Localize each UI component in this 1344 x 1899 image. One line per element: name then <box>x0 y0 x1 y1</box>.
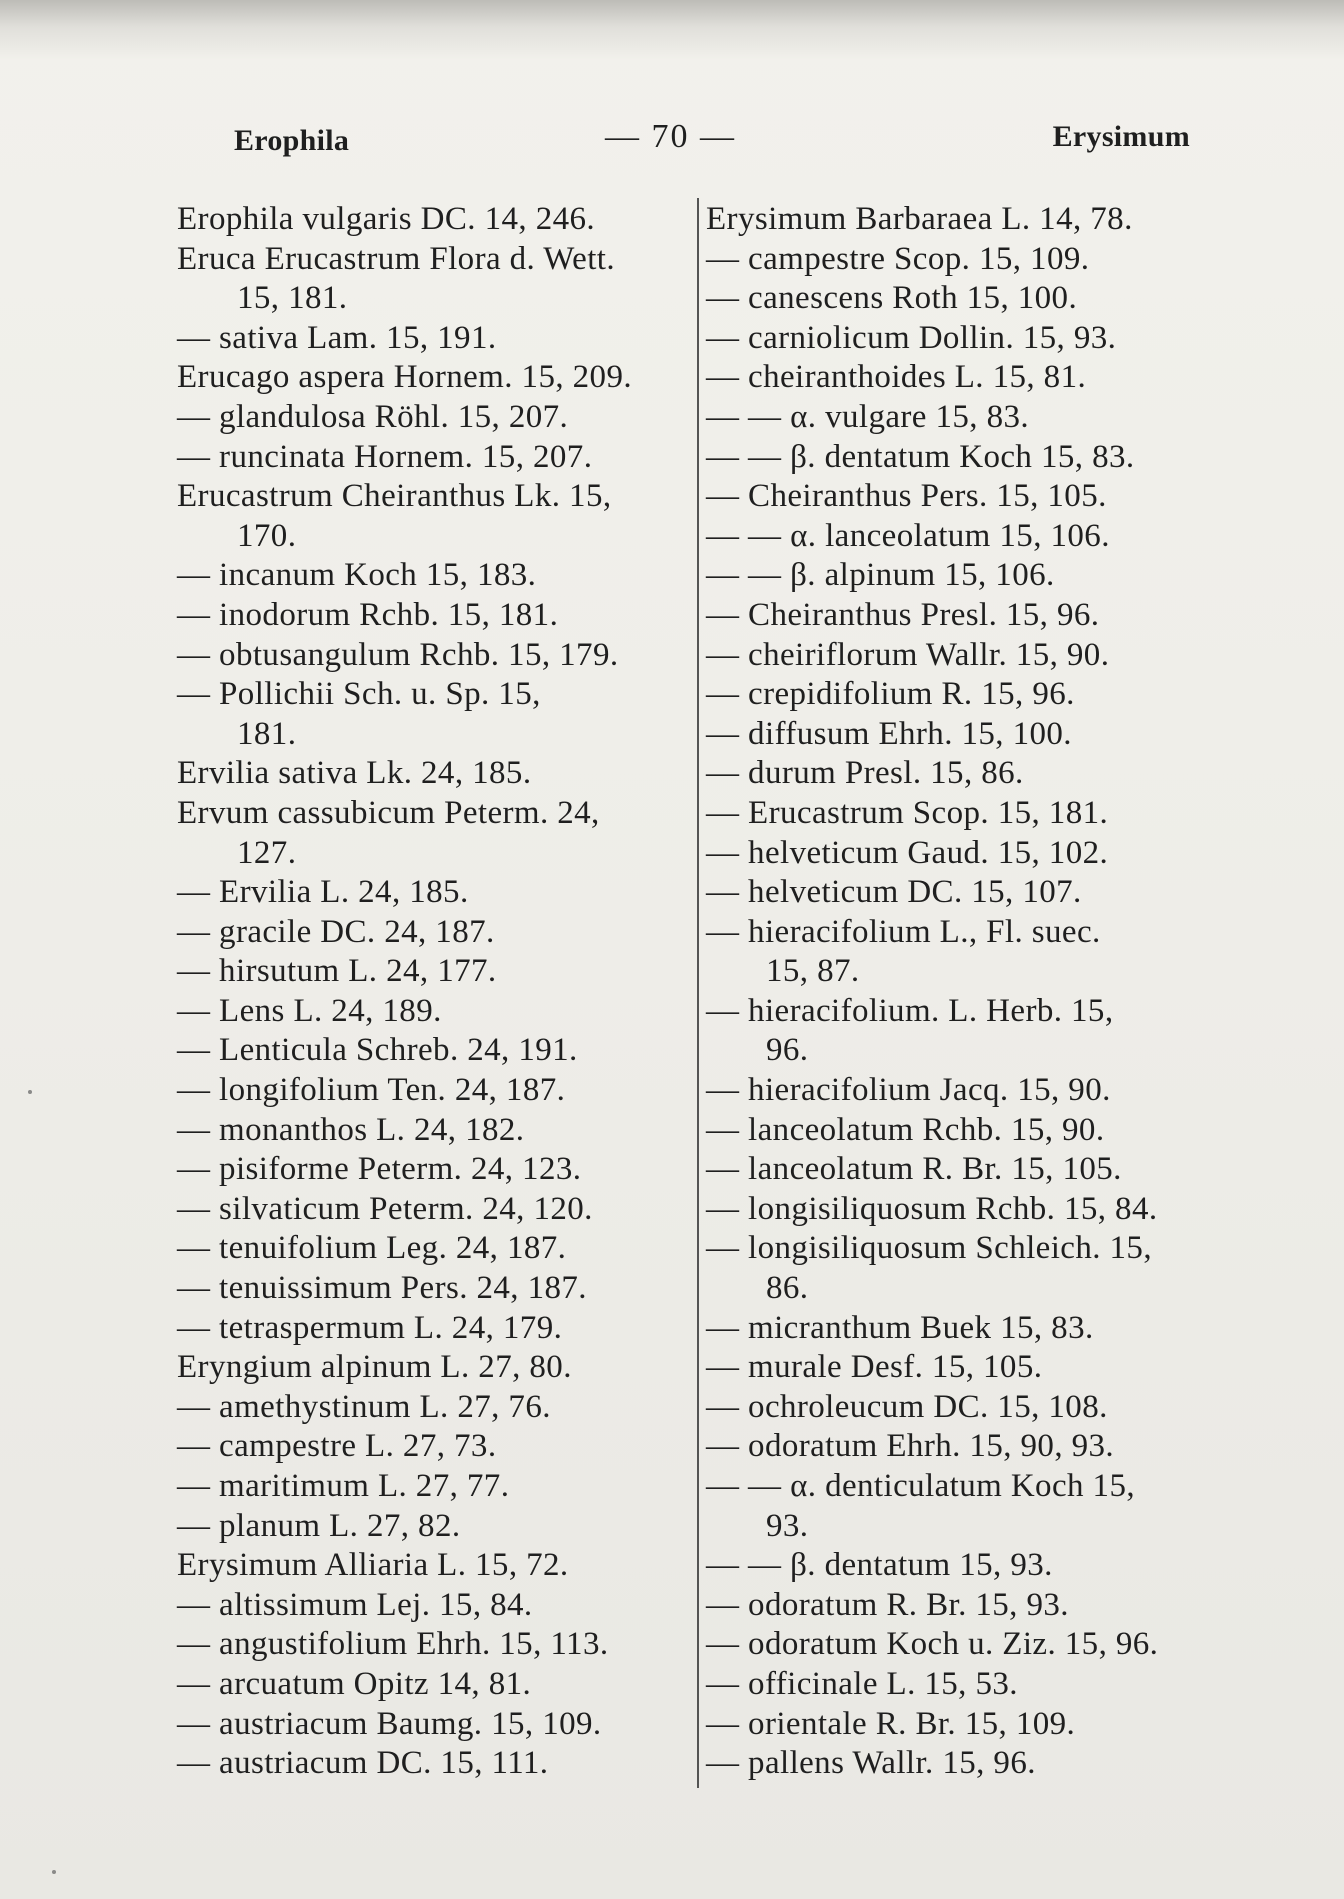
index-entry <box>706 438 1276 478</box>
index-entry-text: — Lens L. 24, 189. <box>177 992 442 1029</box>
column-divider <box>697 198 699 1788</box>
index-entry-text: — ochroleucum DC. 15, 108. <box>706 1388 1108 1425</box>
index-entry-text: — diffusum Ehrh. 15, 100. <box>706 715 1072 752</box>
index-entry-text: — murale Desf. 15, 105. <box>706 1349 1043 1386</box>
index-entry <box>177 1071 697 1111</box>
index-entry <box>177 1150 697 1190</box>
index-entry <box>177 636 697 676</box>
index-entry <box>706 1744 1276 1784</box>
index-entry-text: — — α. denticulatum Koch 15, <box>706 1468 1136 1504</box>
index-entry <box>177 1427 697 1467</box>
index-entry <box>706 754 1276 794</box>
index-entry <box>706 794 1276 834</box>
index-entry-continuation: 15, 181. <box>237 280 348 317</box>
index-entry-continuation: 181. <box>237 715 297 752</box>
index-entry <box>177 1031 697 1071</box>
index-entry-text: — hirsutum L. 24, 177. <box>177 953 497 990</box>
index-entry-text: — officinale L. 15, 53. <box>706 1665 1018 1702</box>
index-entry-text: — carniolicum Dollin. 15, 93. <box>706 319 1117 356</box>
index-entry <box>706 992 1276 1071</box>
index-entry <box>177 913 697 953</box>
index-entry-text: — crepidifolium R. 15, 96. <box>706 676 1075 713</box>
index-entry-text: — — α. vulgare 15, 83. <box>706 398 1030 435</box>
index-entry <box>177 952 697 992</box>
index-entry-text: — micranthum Buek 15, 83. <box>706 1309 1094 1346</box>
index-entry <box>177 556 697 596</box>
index-entry-text: — cheiranthoides L. 15, 81. <box>706 359 1087 396</box>
index-entry-text: — silvaticum Peterm. 24, 120. <box>177 1190 593 1227</box>
index-entry-text: — longisiliquosum Rchb. 15, 84. <box>706 1190 1158 1227</box>
scan-shadow <box>0 0 1344 60</box>
index-entry-text: Erophila vulgaris DC. 14, 246. <box>177 201 596 237</box>
running-header <box>220 118 1190 158</box>
index-entry-text: — hieracifolium. L. Herb. 15, <box>706 992 1114 1029</box>
index-entry-text: — tetraspermum L. 24, 179. <box>177 1309 563 1346</box>
index-entry-text: — planum L. 27, 82. <box>177 1507 461 1544</box>
index-entry-text: — helveticum DC. 15, 107. <box>706 874 1082 911</box>
index-entry <box>177 358 697 398</box>
index-entry-text: — pallens Wallr. 15, 96. <box>706 1745 1036 1782</box>
index-entry <box>706 1546 1276 1586</box>
index-entry <box>706 319 1276 359</box>
index-entry-text: — runcinata Hornem. 15, 207. <box>177 438 593 475</box>
index-entry-continuation: 93. <box>766 1507 809 1544</box>
index-entry-text: — pisiforme Peterm. 24, 123. <box>177 1151 582 1188</box>
index-entry <box>177 754 697 794</box>
index-entry <box>177 873 697 913</box>
index-entry <box>177 240 697 319</box>
index-entry <box>706 1427 1276 1467</box>
index-entry <box>706 556 1276 596</box>
index-entry <box>177 1665 697 1705</box>
index-entry <box>177 1625 697 1665</box>
index-entry <box>177 1111 697 1151</box>
index-entry-text: — lanceolatum R. Br. 15, 105. <box>706 1151 1122 1188</box>
index-entry-text: — lanceolatum Rchb. 15, 90. <box>706 1111 1105 1148</box>
index-entry <box>177 596 697 636</box>
index-entry <box>177 1705 697 1745</box>
index-entry-text: — — α. lanceolatum 15, 106. <box>706 517 1110 554</box>
index-entry-text: Erucastrum Cheiranthus Lk. 15, <box>177 478 612 515</box>
index-entry <box>177 1309 697 1349</box>
index-entry-text: — — β. dentatum Koch 15, 83. <box>706 438 1135 475</box>
index-entry-text: — Lenticula Schreb. 24, 191. <box>177 1032 578 1069</box>
index-entry-text: — odoratum R. Br. 15, 93. <box>706 1586 1069 1623</box>
index-entry <box>177 1467 697 1507</box>
index-entry <box>706 1665 1276 1705</box>
index-entry <box>706 1229 1276 1308</box>
index-entry-text: Erucago aspera Hornem. 15, 209. <box>177 359 632 396</box>
index-entry-text: — tenuissimum Pers. 24, 187. <box>177 1270 587 1307</box>
index-entry <box>706 1071 1276 1111</box>
index-entry-text: — Cheiranthus Presl. 15, 96. <box>706 596 1100 633</box>
index-entry <box>706 1586 1276 1626</box>
index-entry <box>177 1546 697 1586</box>
index-entry-text: — glandulosa Röhl. 15, 207. <box>177 398 569 435</box>
index-entry-text: Ervilia sativa Lk. 24, 185. <box>177 755 532 792</box>
index-entry-text: — maritimum L. 27, 77. <box>177 1468 510 1504</box>
header-left-word: Erophila <box>234 124 350 157</box>
index-entry <box>706 675 1276 715</box>
index-entry-text: — hieracifolium L., Fl. suec. <box>706 913 1101 950</box>
index-entry <box>177 1507 697 1547</box>
index-entry <box>706 1467 1276 1546</box>
index-entry <box>177 319 697 359</box>
index-entry <box>177 1190 697 1230</box>
index-entry <box>706 240 1276 280</box>
index-entry-text: — gracile DC. 24, 187. <box>177 913 495 950</box>
index-entry-text: Ervum cassubicum Peterm. 24, <box>177 794 600 831</box>
index-entry-text: — amethystinum L. 27, 76. <box>177 1388 551 1425</box>
index-entry <box>177 477 697 556</box>
index-entry <box>706 1348 1276 1388</box>
header-right-word: Erysimum <box>1052 120 1190 153</box>
index-entry-text: — hieracifolium Jacq. 15, 90. <box>706 1072 1111 1109</box>
index-entry-text: — orientale R. Br. 15, 109. <box>706 1705 1076 1742</box>
scan-speck <box>28 1090 32 1094</box>
index-entry-text: — monanthos L. 24, 182. <box>177 1111 525 1148</box>
index-entry-text: — inodorum Rchb. 15, 181. <box>177 596 559 633</box>
index-entry-text: — — β. alpinum 15, 106. <box>706 557 1055 594</box>
index-entry-text: — cheiriflorum Wallr. 15, 90. <box>706 636 1110 673</box>
index-entry <box>177 1586 697 1626</box>
index-entry <box>706 398 1276 438</box>
index-column-right <box>706 200 1276 1784</box>
index-entry <box>177 1388 697 1428</box>
index-entry <box>177 1348 697 1388</box>
index-entry-text: Eryngium alpinum L. 27, 80. <box>177 1349 572 1386</box>
index-entry <box>706 636 1276 676</box>
index-entry <box>706 517 1276 557</box>
index-entry-text: — longisiliquosum Schleich. 15, <box>706 1230 1152 1267</box>
index-entry <box>177 675 697 754</box>
index-entry <box>706 1190 1276 1230</box>
index-entry-text: — helveticum Gaud. 15, 102. <box>706 834 1109 871</box>
index-entry <box>706 477 1276 517</box>
index-entry <box>706 1705 1276 1745</box>
index-entry-continuation: 96. <box>766 1032 809 1069</box>
index-entry-continuation: 15, 87. <box>766 953 860 990</box>
index-entry-text: — Cheiranthus Pers. 15, 105. <box>706 478 1107 515</box>
index-entry-text: — Pollichii Sch. u. Sp. 15, <box>177 676 541 713</box>
index-entry <box>706 913 1276 992</box>
index-entry-text: — incanum Koch 15, 183. <box>177 557 537 594</box>
index-entry-text: — campestre Scop. 15, 109. <box>706 240 1090 277</box>
index-entry <box>706 1309 1276 1349</box>
index-entry <box>706 1388 1276 1428</box>
index-entry <box>177 1269 697 1309</box>
index-entry <box>706 1150 1276 1190</box>
index-entry-text: — campestre L. 27, 73. <box>177 1428 497 1465</box>
index-entry-text: — austriacum Baumg. 15, 109. <box>177 1705 602 1742</box>
index-column-left <box>177 200 697 1784</box>
index-entry-text: — sativa Lam. 15, 191. <box>177 319 497 356</box>
index-entry <box>177 200 697 240</box>
index-entry <box>706 358 1276 398</box>
index-entry-text: — longifolium Ten. 24, 187. <box>177 1072 566 1109</box>
index-entry <box>706 873 1276 913</box>
index-entry-text: — — β. dentatum 15, 93. <box>706 1547 1053 1584</box>
scan-speck <box>52 1870 56 1874</box>
index-entry-text: — angustifolium Ehrh. 15, 113. <box>177 1626 609 1663</box>
index-entry <box>706 1625 1276 1665</box>
index-entry-text: — tenuifolium Leg. 24, 187. <box>177 1230 567 1267</box>
index-entry <box>177 438 697 478</box>
index-entry <box>706 596 1276 636</box>
index-entry <box>706 279 1276 319</box>
index-entry-text: Erysimum Barbaraea L. 14, 78. <box>706 201 1133 237</box>
index-entry-text: — altissimum Lej. 15, 84. <box>177 1586 533 1623</box>
index-entry-text: — odoratum Ehrh. 15, 90, 93. <box>706 1428 1115 1465</box>
index-entry-continuation: 127. <box>237 834 297 871</box>
index-entry-text: — durum Presl. 15, 86. <box>706 755 1024 792</box>
index-entry <box>177 1229 697 1269</box>
index-entry <box>177 1744 697 1784</box>
index-entry-continuation: 170. <box>237 517 297 554</box>
index-entry <box>177 992 697 1032</box>
index-entry-text: — Ervilia L. 24, 185. <box>177 874 469 911</box>
index-entry-text: — Erucastrum Scop. 15, 181. <box>706 794 1109 831</box>
index-entry <box>706 200 1276 240</box>
page-number: — 70 — <box>605 118 736 155</box>
index-entry <box>177 794 697 873</box>
index-entry <box>706 715 1276 755</box>
index-entry-continuation: 86. <box>766 1270 809 1307</box>
index-entry <box>706 1111 1276 1151</box>
index-entry <box>177 398 697 438</box>
index-entry-text: — odoratum Koch u. Ziz. 15, 96. <box>706 1626 1159 1663</box>
index-entry-text: — obtusangulum Rchb. 15, 179. <box>177 636 619 673</box>
index-entry-text: — canescens Roth 15, 100. <box>706 280 1078 317</box>
index-entry-text: — austriacum DC. 15, 111. <box>177 1745 549 1782</box>
index-entry <box>706 834 1276 874</box>
index-entry-text: — arcuatum Opitz 14, 81. <box>177 1665 532 1702</box>
index-entry-text: Eruca Erucastrum Flora d. Wett. <box>177 240 615 277</box>
index-entry-text: Erysimum Alliaria L. 15, 72. <box>177 1547 569 1584</box>
